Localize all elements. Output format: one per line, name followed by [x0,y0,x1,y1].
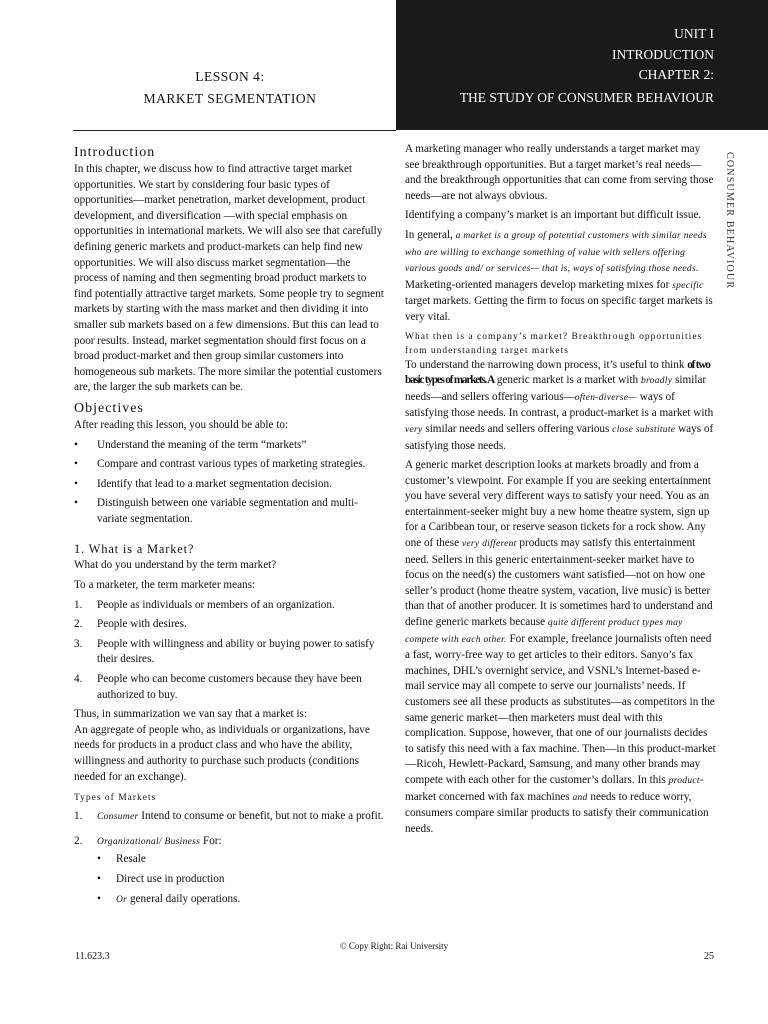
objective-item: • Understand the meaning of the term “markets” [74,438,386,454]
subheading: What then is a company’s market? Breakthrough opportunities from understanding target markets [405,331,703,356]
list-item: • Or general daily operations. [97,892,386,909]
left-column [74,140,386,912]
chapter-title: THE STUDY OF CONSUMER BEHAVIOUR [459,90,714,105]
chapter-number: CHAPTER 2: [638,67,714,82]
right-column [405,142,717,841]
side-running-title: CONSUMER BEHAVIOUR [724,152,735,290]
page-number: 25 [704,951,714,962]
list-item: 3. People with willingness and ability or buying power to satisfy their desires. [74,637,375,666]
objectives-heading: Objectives [74,400,144,416]
paragraph: To understand the narrowing down process, it’s useful to think of two basic types of markets. A generic market is a market with broadly similar needs—and sellers offering various—often-diverse— ways of satisfying those needs. In contrast, a product-market is a market with very similar needs and sellers offering various close substitute ways of satisfying those needs. [405,358,714,452]
list-item: 4. People who can become customers because they have been authorized to buy. [74,673,362,701]
objectives-list [74,438,386,528]
list-item: 2. Organizational/ Business For: • Resale • Direct use in production • Or general daily operations. [74,834,386,908]
introduction-heading: Introduction [74,145,156,160]
course-code: 11.623.3 [75,951,110,962]
list-item: 1. People as individuals or members of an organization. [74,598,335,611]
paragraph: In general, a market is a group of potential customers with similar needs who are willing to exchange something of value with sellers offering various goods and/ or services— that is, ways of satisfying those needs. Marketing-oriented managers develop marketing mixes for specific target markets. Getting the firm to focus on specific target markets is very vital. [405,228,713,323]
market-means-list [74,598,386,704]
objective-item: • Compare and contrast various types of marketing strategies. [74,457,386,473]
lesson-number: LESSON 4: [195,69,265,84]
section1-lead: To a marketer, the term marketer means: [74,579,256,592]
list-item: • Resale [97,852,386,868]
header-rule [73,130,396,131]
introduction-text: In this chapter, we discuss how to find attractive target market opportunities. We start by considering four basic types of opportunities—market penetration, market development, product development, and diversification —with special emphasis on opportunities in international markets. We will also see that carefully defining generic markets and product-markets can help find new opportunities. We will also discuss market segmentation—the process of naming and then segmenting broad product markets to find potentially attractive target markets. Some people try to segment markets by starting with the mass market and then dividing it into smaller sub markets based on a few dimensions. But this can lead to poor results. Instead, market segmentation should first focus on a broad product-market and then group similar customers into homogeneous sub markets. The more similar the potential customers are, the larger the sub markets can be. [74,163,384,394]
business-sublist [97,852,386,908]
lesson-name: MARKET SEGMENTATION [143,91,317,106]
copyright: © Copy Right: Rai University [339,941,449,951]
unit-number: UNIT I [674,26,714,41]
list-item: 1. Consumer Intend to consume or benefit, but not to make a profit. [74,810,384,823]
list-item: 2. People with desires. [74,618,187,631]
objectives-lead: After reading this lesson, you should be able to: [74,418,289,431]
unit-name: INTRODUCTION [612,46,714,62]
market-types-list [74,809,386,908]
summary-text: Thus, in summarization we van say that a market is: An aggregate of people who, as individuals or organizations, have needs for products in a product class and who have the ability, willingness and authority to purchase such products (conditions needed for an exchange). [74,708,370,783]
unit-header-box [396,0,768,130]
section1-heading: 1. What is a Market? [74,542,195,557]
section1-question: What do you understand by the term market? [74,559,277,572]
paragraph: A marketing manager who really understands a target market may see breakthrough opportunities. But a target market’s real needs—and the breakthrough opportunities that can come from serving those needs—are not always obvious. [405,143,714,202]
objective-item: • Identify that lead to a market segmentation decision. [74,477,386,493]
paragraph: Identifying a company’s market is an important but difficult issue. [405,209,702,222]
paragraph: A generic market description looks at markets broadly and from a customer’s viewpoint. For example If you are seeking entertainment you have several very different ways to satisfy your need. You as an entertainment-seeker might buy a new home theatre system, sign up for a Caribbean tour, or reserve season tickets for a rock show. Any one of these very different products may satisfy this entertainment need. Sellers in this generic entertainment-seeker market have to focus on the need(s) the customers want satisfied—not on how one seller’s product (home theatre system, vacation, live music) is better than that of another producer. It is sometimes hard to understand and define generic markets because quite different product types may compete with each other. For example, freelance journalists often need a fast, worry-free way to get articles to their editors. Sanyo’s fax machines, DHL’s overnight service, and VSNL’s Internet-based e-mail service may all compete to serve our journalists’ needs. If customers see all these products as substitutes—as competitors in the same generic market—then marketers must deal with this complication. Suppose, however, that one of our journalists decides to satisfy this need with a fax machine. Then—in this product-market—Ricoh, Hewlett-Packard, Samsung, and many other brands may compete with each other for the customer’s dollars. In this product-market concerned with fax machines and needs to reduce worry, consumers compare similar products to satisfy their communication needs. [405,459,716,835]
lesson-title [60,66,400,110]
objective-item: • Distinguish between one variable segmentation and multi-variate segmentation. [74,496,386,527]
types-heading: Types of Markets [74,793,157,804]
list-item: • Direct use in production [97,872,386,888]
